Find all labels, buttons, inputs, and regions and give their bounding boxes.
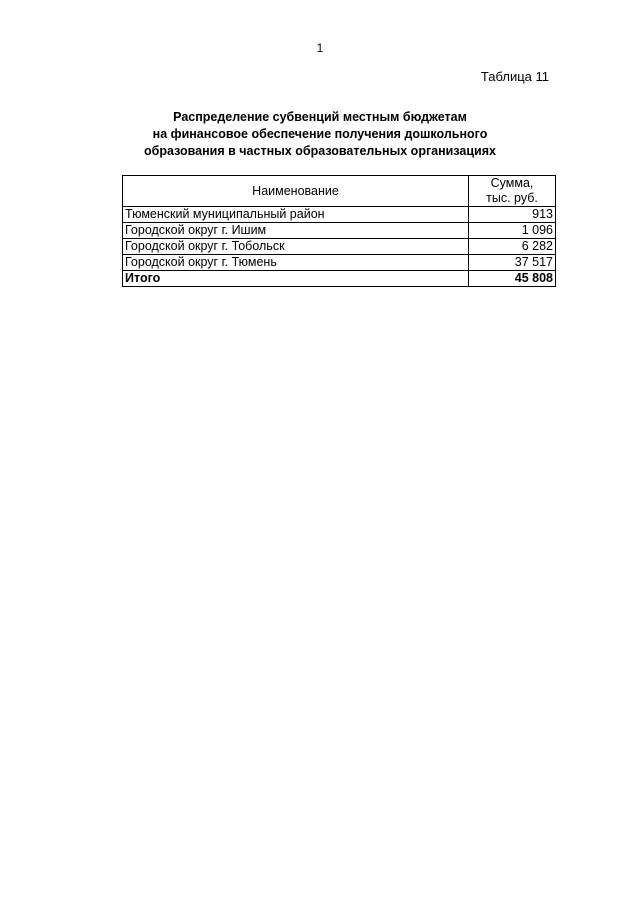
title-line: образования в частных образовательных организациях — [144, 144, 496, 158]
title-line: Распределение субвенций местным бюджетам — [173, 110, 467, 124]
table-row — [123, 255, 556, 271]
table-header-row — [123, 176, 556, 207]
subvention-table — [122, 175, 556, 287]
cell-value: 6 282 — [469, 239, 556, 255]
cell-name: Тюменский муниципальный район — [123, 207, 469, 223]
cell-name: Городской округ г. Ишим — [123, 223, 469, 239]
header-sum-line1: Сумма, — [490, 176, 534, 190]
table-row — [123, 207, 556, 223]
cell-value: 913 — [469, 207, 556, 223]
table-row — [123, 223, 556, 239]
header-sum — [469, 176, 556, 207]
table-row — [123, 239, 556, 255]
table-caption: Таблица 11 — [480, 69, 549, 84]
cell-name: Городской округ г. Тобольск — [123, 239, 469, 255]
header-name: Наименование — [123, 176, 469, 207]
total-label: Итого — [123, 271, 469, 287]
header-sum-line2: тыс. руб. — [486, 191, 538, 205]
total-value: 45 808 — [469, 271, 556, 287]
total-row — [123, 271, 556, 287]
cell-value: 1 096 — [469, 223, 556, 239]
cell-value: 37 517 — [469, 255, 556, 271]
page-number: 1 — [316, 41, 324, 55]
document-title — [0, 109, 640, 160]
title-line: на финансовое обеспечение получения дошкольного — [152, 127, 488, 141]
cell-name: Городской округ г. Тюмень — [123, 255, 469, 271]
